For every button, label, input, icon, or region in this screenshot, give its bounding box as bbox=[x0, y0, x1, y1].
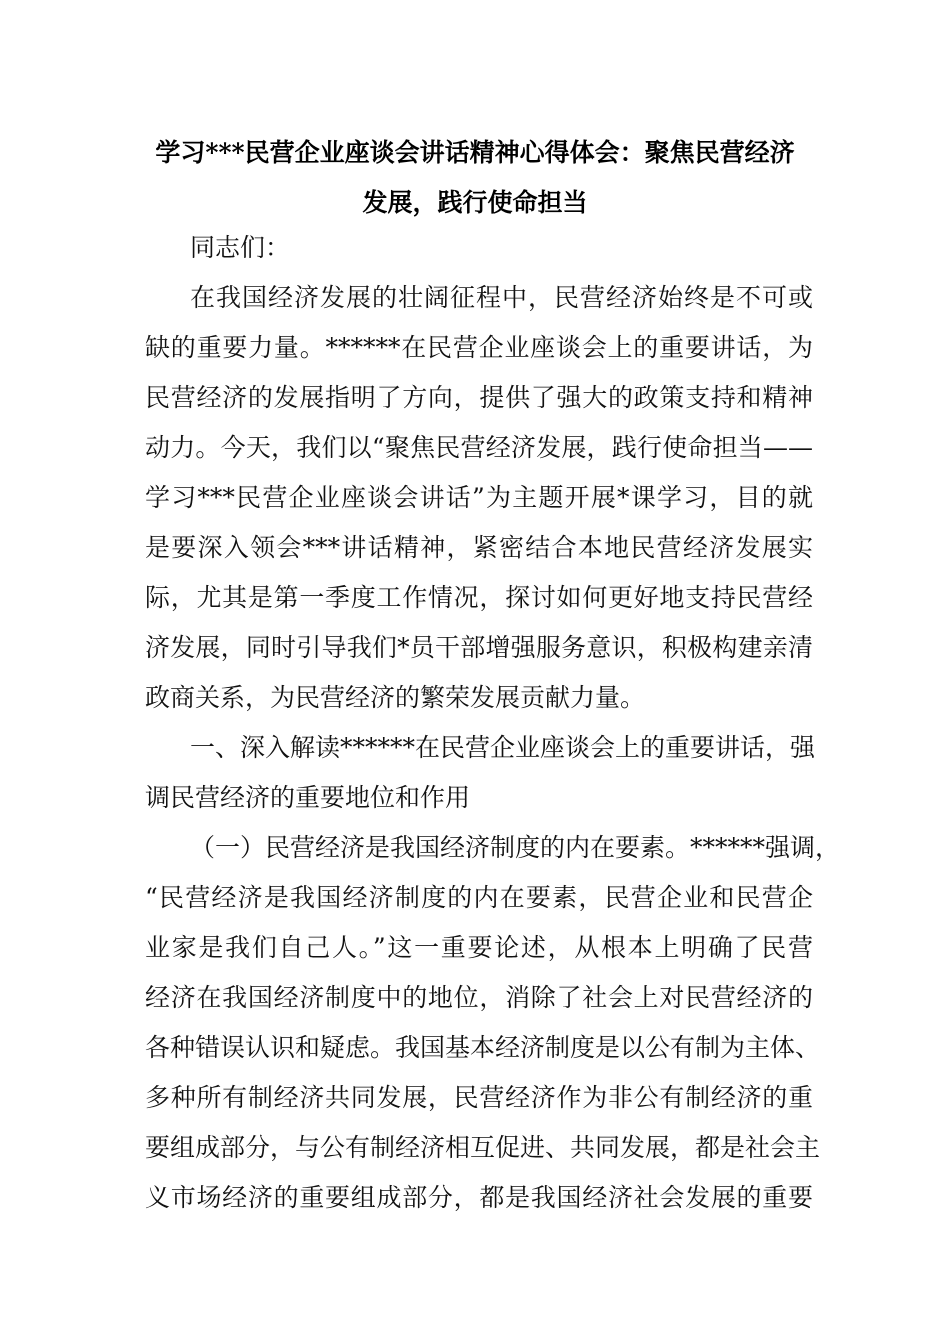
paragraph-line: 际，尤其是第一季度工作情况，探讨如何更好地支持民营经 bbox=[145, 583, 813, 612]
salutation: 同志们： bbox=[190, 233, 291, 262]
section-heading-line: 调民营经济的重要地位和作用 bbox=[145, 783, 471, 812]
document-title-line-2: 发展，践行使命担当 bbox=[362, 188, 588, 217]
paragraph-line: 多种所有制经济共同发展，民营经济作为非公有制经济的重 bbox=[145, 1083, 813, 1112]
paragraph-line: 政商关系，为民营经济的繁荣发展贡献力量。 bbox=[145, 683, 646, 712]
paragraph-line: “民营经济是我国经济制度的内在要素，民营企业和民营企 bbox=[145, 883, 813, 912]
paragraph-line: 学习***民营企业座谈会讲话”为主题开展*课学习，目的就 bbox=[145, 483, 813, 512]
paragraph-line: 在我国经济发展的壮阔征程中，民营经济始终是不可或 bbox=[190, 283, 813, 312]
paragraph-line: 是要深入领会***讲话精神，紧密结合本地民营经济发展实 bbox=[145, 533, 813, 562]
paragraph-line: 业家是我们自己人。”这一重要论述，从根本上明确了民营 bbox=[145, 933, 813, 962]
paragraph-line: 动力。今天，我们以“聚焦民营经济发展，践行使命担当—— bbox=[145, 433, 813, 462]
document-title-line-1: 学习***民营企业座谈会讲话精神心得体会：聚焦民营经济 bbox=[155, 138, 795, 167]
paragraph-line: 济发展，同时引导我们*员干部增强服务意识，积极构建亲清 bbox=[145, 633, 813, 662]
paragraph-line: 义市场经济的重要组成部分，都是我国经济社会发展的重要 bbox=[145, 1183, 813, 1212]
paragraph-line: 要组成部分，与公有制经济相互促进、共同发展，都是社会主 bbox=[145, 1133, 821, 1162]
paragraph-line: 缺的重要力量。******在民营企业座谈会上的重要讲话，为 bbox=[145, 333, 813, 362]
paragraph-line: （一）民营经济是我国经济制度的内在要素。******强调， bbox=[190, 833, 841, 862]
paragraph-line: 各种错误认识和疑虑。我国基本经济制度是以公有制为主体、 bbox=[145, 1033, 821, 1062]
paragraph-line: 民营经济的发展指明了方向，提供了强大的政策支持和精神 bbox=[145, 383, 813, 412]
section-heading-line: 一、深入解读******在民营企业座谈会上的重要讲话，强 bbox=[190, 733, 816, 762]
paragraph-line: 经济在我国经济制度中的地位，消除了社会上对民营经济的 bbox=[145, 983, 813, 1012]
